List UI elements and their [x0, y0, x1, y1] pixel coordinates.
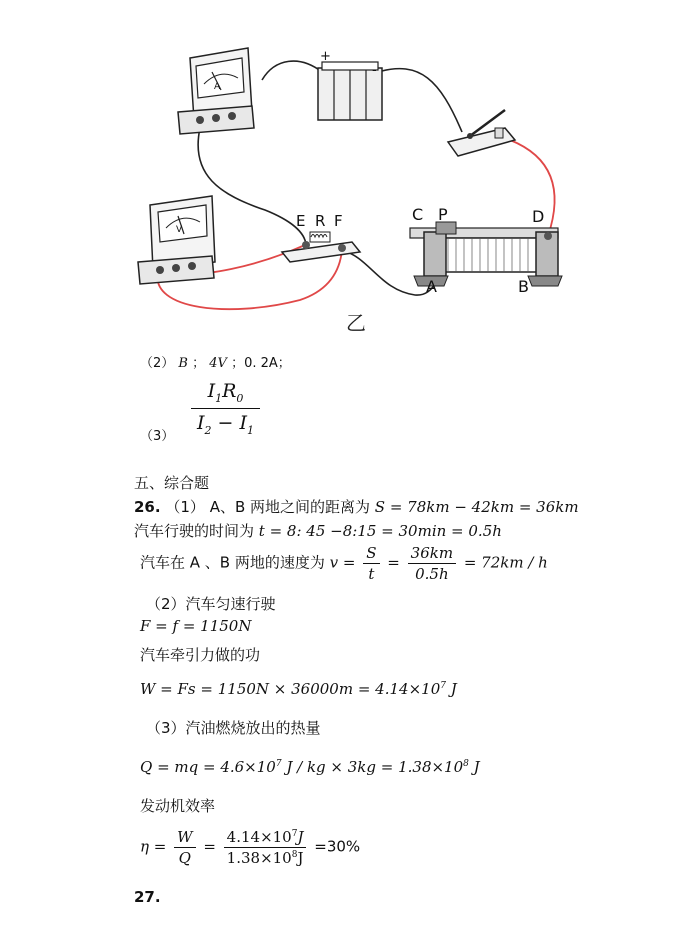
q3-prefix: （3） — [140, 429, 175, 444]
ammeter — [178, 48, 254, 134]
wire-ammeter-E — [198, 128, 306, 245]
battery-plus: + — [320, 49, 331, 64]
q2-rest: ；0. 2A； — [231, 356, 291, 371]
voltmeter — [138, 196, 215, 284]
terminal-R: R — [315, 212, 326, 230]
answer-q2 — [140, 352, 291, 371]
part2-title: （2）汽车匀速行驶 — [146, 595, 276, 613]
ammeter-label: A — [214, 82, 221, 92]
wire-F-A — [342, 250, 436, 295]
terminal-F: F — [334, 212, 343, 230]
q2-b: B — [178, 356, 188, 371]
q27-label: 27. — [134, 888, 161, 906]
section-heading: 五、综合题 — [134, 474, 210, 492]
rheostat-label-C: C — [412, 205, 424, 224]
figure-caption: 乙 — [346, 311, 366, 335]
wire-battery-switch — [378, 69, 462, 132]
part3-title: （3）汽油燃烧放出的热量 — [146, 719, 321, 737]
wire-battery-ammeter — [262, 61, 322, 80]
q26-label: 26. — [134, 498, 161, 516]
efficiency-title: 发动机效率 — [140, 797, 216, 815]
q2-prefix: （2） — [140, 356, 175, 371]
q26-line1: 26. （1） A、B 两地之间的距离为 S = 78km − 42km = 36km — [134, 498, 579, 516]
efficiency-eq: η = $\frac{W}{Q}$ = $\frac{4.14\times 10^7J}{1.38\times 10^8J}$ =30% — [140, 828, 361, 867]
rheostat-label-P: P — [438, 205, 448, 224]
resistor-board — [282, 212, 360, 262]
battery-minus: - — [372, 63, 377, 78]
answer-q3-fraction: $\frac{I_1R_0}{I_2 - I_1}$ — [188, 380, 263, 437]
battery — [318, 49, 382, 120]
rheostat-label-B: B — [518, 277, 529, 296]
q2-sep: ； — [192, 356, 206, 371]
q2-v: 4V — [209, 356, 227, 371]
speed-line: 汽车在 A 、B 两地的速度为 v = $\frac{S}{t}$ = $\frac{36km}{0.5h}$ = 72km / h — [140, 544, 548, 583]
rheostat-label-A: A — [426, 277, 437, 296]
answer-q3-prefix — [140, 425, 174, 444]
circuit-diagram — [0, 0, 674, 340]
time-line: 汽车行驶的时间为 t = 8: 45 −8:15 = 30min = 0.5h — [134, 522, 502, 540]
knife-switch — [448, 110, 515, 156]
rheostat-label-D: D — [532, 207, 545, 226]
voltmeter-label: V — [176, 225, 183, 235]
terminal-E: E — [296, 212, 306, 230]
rheostat — [410, 205, 562, 296]
force-eq: F = f = 1150N — [140, 617, 252, 635]
work-eq: $W = Fs = 1150N \times 36000m = 4.14\times 10^7$ J — [140, 680, 457, 698]
heat-eq: Q = mq = $4.6\times 10^7$ J / kg × $3kg = 1.38\times 10^8$ J — [140, 758, 480, 776]
work-title: 汽车牵引力做的功 — [140, 646, 261, 664]
